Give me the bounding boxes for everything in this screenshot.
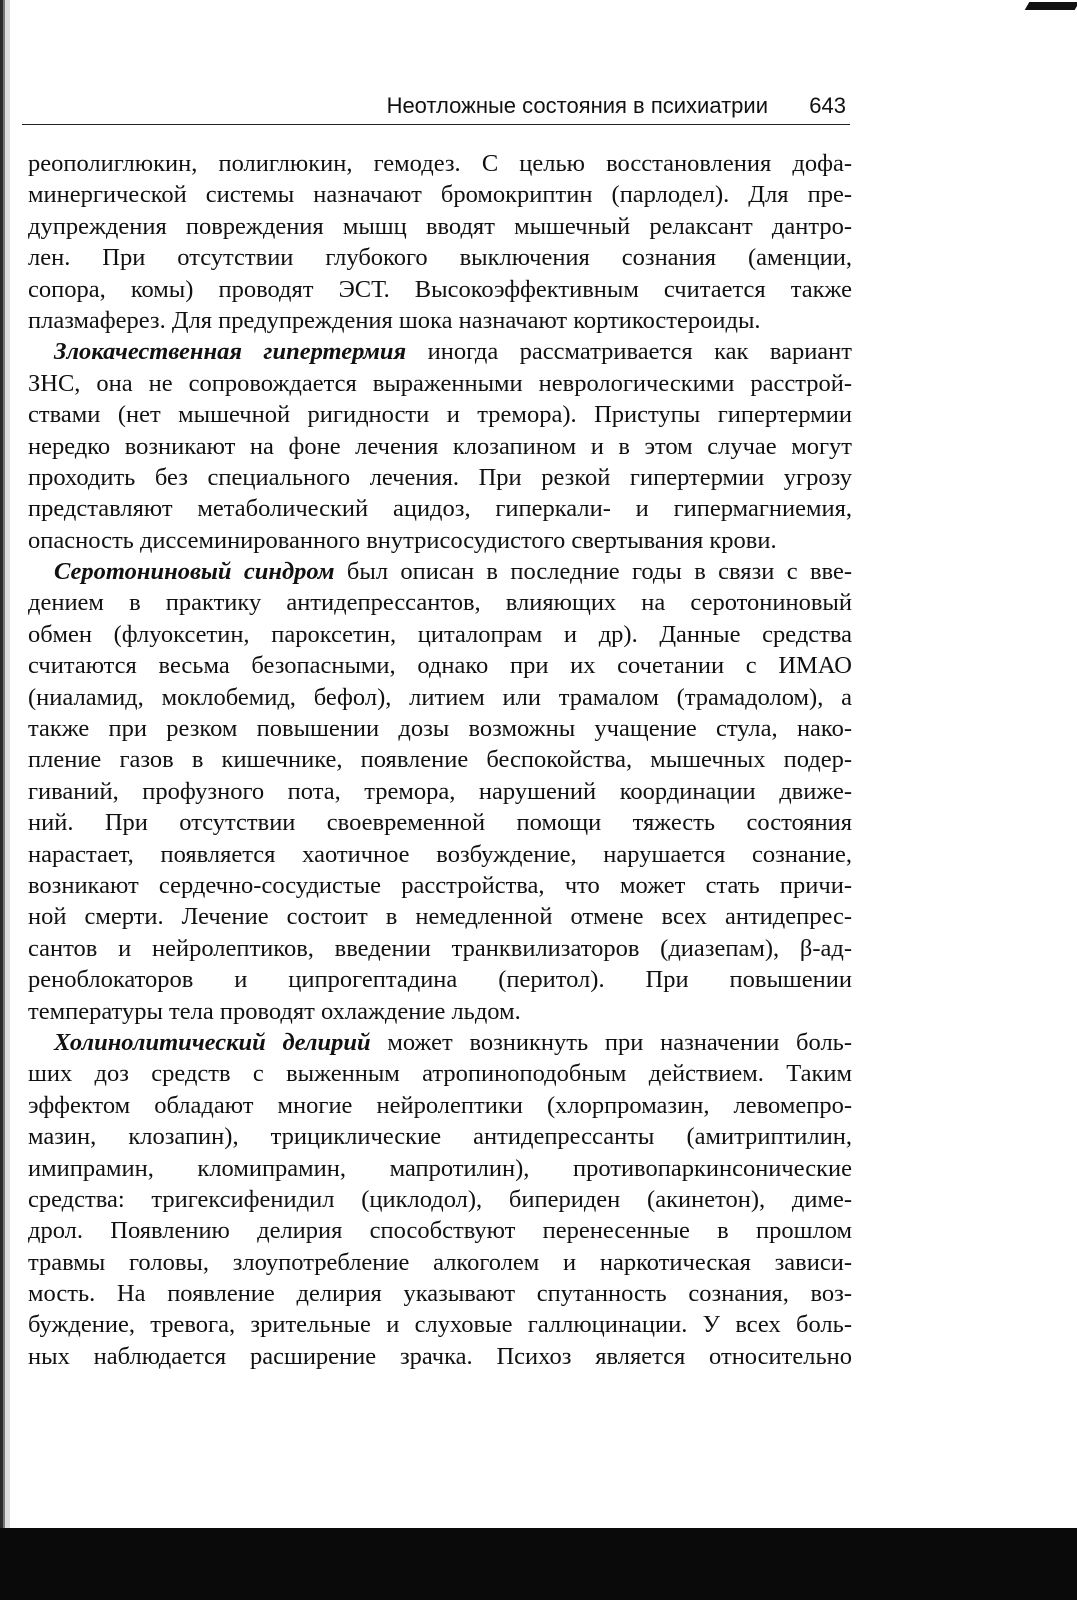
header-title: Неотложные состояния в психиатрии: [386, 93, 768, 118]
text-line: травмы головы, злоупотребление алкоголем и наркотическая зависи-: [28, 1248, 852, 1276]
text-line: ний. При отсутствии своевременной помощи тяжесть состояния: [28, 809, 852, 837]
text-line: дупреждения повреждения мышц вводят мышечный релаксант дантро-: [28, 212, 852, 240]
paragraph-start-line: Злокачественная гипертермия иногда рассматривается как вариант: [54, 338, 852, 366]
text-line: мость. На появление делирия указывают спутанность сознания, воз-: [28, 1280, 852, 1308]
text-line: средства: тригексифенидил (циклодол), бипериден (акинетон), диме-: [28, 1185, 852, 1213]
text-line: лен. При отсутствии глубокого выключения сознания (аменции,: [28, 244, 852, 272]
text-line: имипрамин, кломипрамин, мапротилин), противопаркинсонические: [28, 1154, 852, 1182]
scan-bottom-shadow: [0, 1528, 1077, 1600]
text-line: ЗНС, она не сопровождается выраженными неврологическими расстрой-: [28, 369, 852, 397]
text-line: проходить без специального лечения. При резкой гипертермии угрозу: [28, 463, 852, 491]
paragraph-start-line: Холинолитический делирий может возникнуть при назначении боль-: [54, 1028, 852, 1056]
text-line: минергической системы назначают бромокриптин (парлодел). Для пре-: [28, 181, 852, 209]
scan-corner-mark: [1025, 2, 1077, 10]
text-line: представляют метаболический ацидоз, гиперкали- и гипермагниемия,: [28, 495, 852, 523]
text-line: мазин, клозапин), трициклические антидепрессанты (амитриптилин,: [28, 1123, 852, 1151]
text-line: сантов и нейролептиков, введении транквилизаторов (диазепам), β-ад-: [28, 934, 852, 962]
text-line: считаются весьма безопасными, однако при их сочетании с ИМАО: [28, 652, 852, 680]
text-line: нарастает, появляется хаотичное возбуждение, нарушается сознание,: [28, 840, 852, 868]
page-number: 643: [809, 93, 846, 118]
term-heading: Злокачественная гипертермия: [54, 338, 407, 366]
text-line: гиваний, профузного пота, тремора, нарушений координации движе-: [28, 777, 852, 805]
text-line: буждение, тревога, зрительные и слуховые галлюцинации. У всех боль-: [28, 1311, 852, 1339]
term-heading: Серотониновый синдром: [54, 558, 335, 586]
text-line: плазмаферез. Для предупреждения шока назначают кортикостероиды.: [28, 306, 761, 334]
body-text: [28, 148, 852, 1372]
running-header: [22, 92, 850, 125]
text-line: ной смерти. Лечение состоит в немедленной отмене всех антидепрес-: [28, 903, 852, 931]
text-line: возникают сердечно-сосудистые расстройства, что может стать причи-: [28, 871, 852, 899]
text-line: нередко возникают на фоне лечения клозапином и в этом случае могут: [28, 432, 852, 460]
text-line: ших доз средств с выженным атропиноподобным действием. Таким: [28, 1060, 852, 1088]
text-line: эффектом обладают многие нейролептики (хлорпромазин, левомепро-: [28, 1091, 852, 1119]
text-line: дрол. Появлению делирия способствуют перенесенные в прошлом: [28, 1217, 852, 1245]
text-line: (ниаламид, моклобемид, бефол), литием или трамалом (трамадолом), а: [28, 683, 852, 711]
text-line: также при резком повышении дозы возможны учащение стула, нако-: [28, 715, 852, 743]
text-line: реополиглюкин, полиглюкин, гемодез. С целью восстановления дофа-: [28, 150, 852, 177]
text-line: ствами (нет мышечной ригидности и тремора). Приступы гипертермии: [28, 401, 852, 429]
text-line: температуры тела проводят охлаждение льдом.: [28, 997, 521, 1025]
text-line: реноблокаторов и ципрогептадина (перитол). При повышении: [28, 966, 852, 994]
text-line: дением в практику антидепрессантов, влияющих на серотониновый: [28, 589, 852, 617]
page-binding-edge: [0, 0, 10, 1600]
paragraph-start-line: Серотониновый синдром был описан в последние годы в связи с вве-: [54, 558, 853, 586]
text-line: пление газов в кишечнике, появление беспокойства, мышечных подер-: [28, 746, 852, 774]
text-line: опасность диссеминированного внутрисосудистого свертывания крови.: [28, 526, 777, 554]
text-line: обмен (флуоксетин, пароксетин, циталопрам и др). Данные средства: [28, 620, 852, 648]
term-heading: Холинолитический делирий: [54, 1028, 371, 1056]
text-line: ных наблюдается расширение зрачка. Психоз является относительно: [28, 1342, 852, 1370]
text-line: сопора, комы) проводят ЭСТ. Высокоэффективным считается также: [28, 275, 852, 303]
